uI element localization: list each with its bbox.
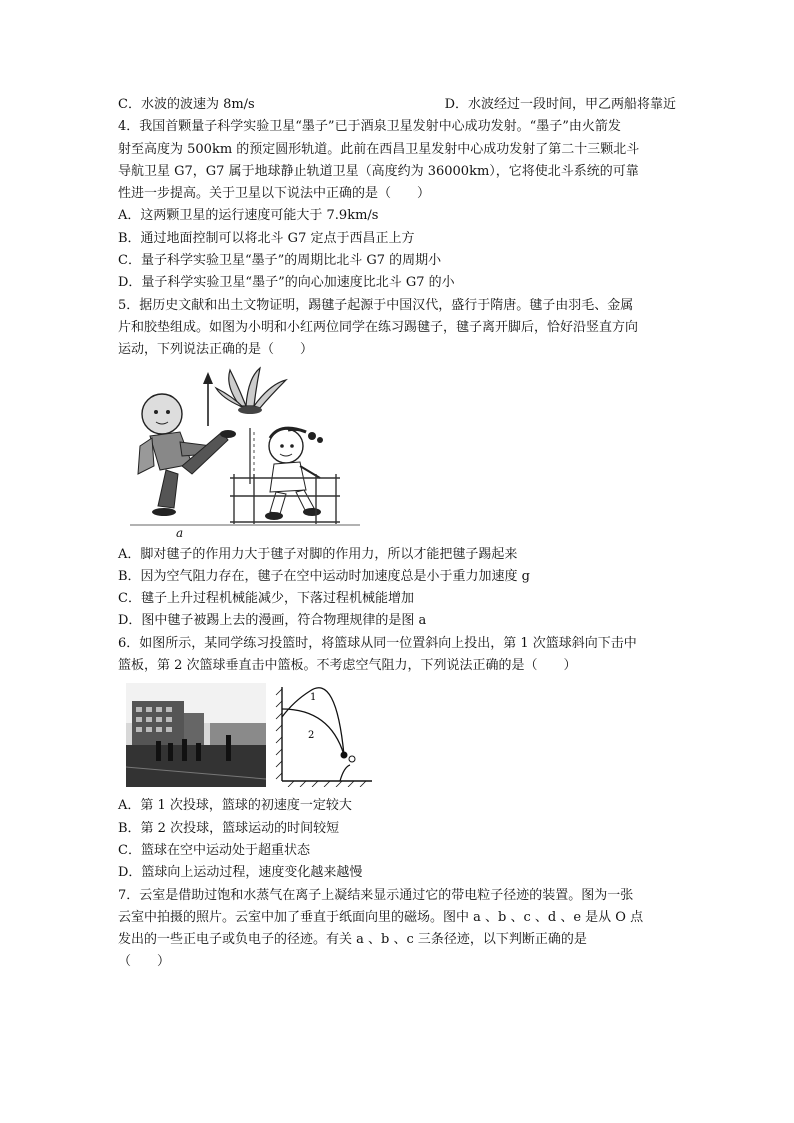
q4-option-c: C．量子科学实验卫星“墨子”的周期比北斗 G7 的周期小 xyxy=(118,253,442,269)
q6-option-d: D．篮球向上运动过程，速度变化越来越慢 xyxy=(118,865,363,881)
q6-option-b: B．第 2 次投球，篮球运动的时间较短 xyxy=(118,820,340,836)
q6-stem-line: 6．如图所示，某同学练习投篮时，将篮球从同一位置斜向上投出，第 1 次篮球斜向下击中 xyxy=(118,635,637,651)
question-6 xyxy=(118,633,678,885)
q3-option-d: D．水波经过一段时间，甲乙两船将靠近 xyxy=(444,97,676,112)
q7-stem-line: 7．云室是借助过饱和水蒸气在离子上凝结来显示通过它的带电粒子径迹的装置。图为一张 xyxy=(118,887,634,903)
question-4 xyxy=(118,116,678,294)
path-label-2: 2 xyxy=(308,730,315,742)
question-5 xyxy=(118,295,678,633)
trajectory-diagram xyxy=(274,683,374,787)
q5-stem-line: 片和胶垫组成。如图为小明和小红两位同学在练习踢毽子，毽子离开脚后，恰好沿竖直方向 xyxy=(118,319,639,335)
q5-option-d: D．图中毽子被踢上去的漫画，符合物理规律的是图 a xyxy=(118,613,427,629)
exam-page xyxy=(118,94,678,974)
q4-option-d: D．量子科学实验卫星“墨子”的向心加速度比北斗 G7 的小 xyxy=(118,275,455,291)
q4-stem-line: 导航卫星 G7，G7 属于地球静止轨道卫星（高度约为 36000km），它将使北斗系统的可靠 xyxy=(118,163,639,179)
q4-stem-line: 射至高度为 500km 的预定圆形轨道。此前在西昌卫星发射中心成功发射了第二十三颗北斗 xyxy=(118,141,640,157)
q6-option-a: A．第 1 次投球，篮球的初速度一定较大 xyxy=(118,798,352,814)
shuttlecock-cartoon-image xyxy=(130,366,360,526)
q5-option-a: A．脚对毽子的作用力大于毽子对脚的作用力，所以才能把毽子踢起来 xyxy=(118,546,518,562)
figure-a-caption: a xyxy=(176,525,184,540)
basketball-court-photo xyxy=(126,683,266,787)
q3-option-c: C．水波的波速为 8m/s xyxy=(118,97,255,112)
q6-stem-line: 篮板，第 2 次篮球垂直击中篮板。不考虑空气阻力，下列说法正确的是（ ） xyxy=(118,658,577,674)
q6-option-c: C．篮球在空中运动处于超重状态 xyxy=(118,842,310,858)
q7-stem-line: 发出的一些正电子或负电子的径迹。有关 a 、b 、c 三条径迹，以下判断正确的是 xyxy=(118,932,587,948)
shuttlecock-cartoon-figure xyxy=(118,366,678,544)
q5-option-c: C．毽子上升过程机械能减少，下落过程机械能增加 xyxy=(118,591,414,607)
q4-option-a: A．这两颗卫星的运行速度可能大于 7.9km/s xyxy=(118,208,379,224)
q5-stem-line: 运动，下列说法正确的是（ ） xyxy=(118,342,314,358)
q7-stem-line: 云室中拍摄的照片。云室中加了垂直于纸面向里的磁场。图中 a 、b 、c 、d 、e 是从 O 点 xyxy=(118,909,644,925)
q5-stem-line: 5．据历史文献和出土文物证明，踢毽子起源于中国汉代，盛行于隋唐。毽子由羽毛、金属 xyxy=(118,297,634,313)
q5-option-b: B．因为空气阻力存在，毽子在空中运动时加速度总是小于重力加速度 g xyxy=(118,568,531,584)
q7-stem-line: （ ） xyxy=(118,954,171,970)
path-label-1: 1 xyxy=(310,692,317,704)
question-7 xyxy=(118,885,678,974)
q3-options-row xyxy=(118,94,678,116)
q4-option-b: B．通过地面控制可以将北斗 G7 定点于西昌正上方 xyxy=(118,230,415,246)
q4-stem-line: 性进一步提高。关于卫星以下说法中正确的是（ ） xyxy=(118,186,431,202)
basketball-figure xyxy=(118,683,678,795)
q4-stem-line: 4．我国首颗量子科学实验卫星“墨子”已于酒泉卫星发射中心成功发射。“墨子”由火箭发 xyxy=(118,119,621,135)
